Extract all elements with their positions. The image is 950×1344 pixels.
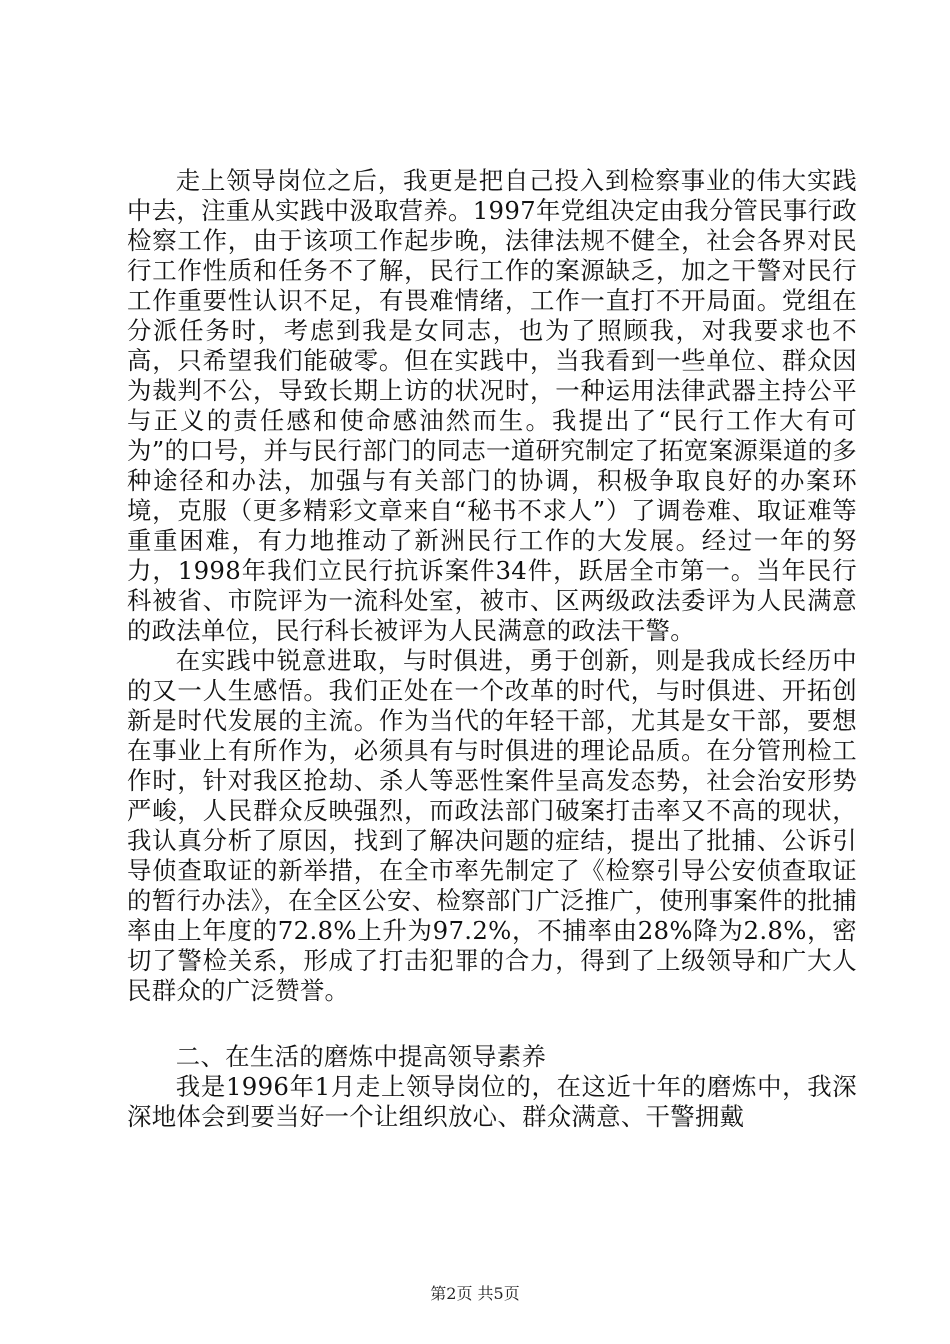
page-footer: 第2页 共5页 bbox=[430, 1284, 520, 1303]
paragraph-leadership: 我是1996年1月走上领导岗位的，在这近十年的磨炼中，我深深地体会到要当好一个让组织放心、群众满意、干警拥戴 bbox=[127, 1072, 857, 1131]
document-body bbox=[127, 166, 857, 1132]
paragraph-practice: 走上领导岗位之后，我更是把自己投入到检察事业的伟大实践中去，注重从实践中汲取营养。1997年党组决定由我分管民事行政检察工作，由于该项工作起步晚，法律法规不健全，社会各界对民行工作性质和任务不了解，民行工作的案源缺乏，加之干警对民行工作重要性认识不足，有畏难情绪，工作一直打不开局面。党组在分派任务时，考虑到我是女同志，也为了照顾我，对我要求也不高，只希望我们能破零。但在实践中，当我看到一些单位、群众因为裁判不公，导致长期上访的状况时，一种运用法律武器主持公平与正义的责任感和使命感油然而生。我提出了“民行工作大有可为”的口号，并与民行部门的同志一道研究制定了拓宽案源渠道的多种途径和办法，加强与有关部门的协调，积极争取良好的办案环境，克服（更多精彩文章来自“秘书不求人”）了调卷难、取证难等重重困难，有力地推动了新洲民行工作的大发展。经过一年的努力，1998年我们立民行抗诉案件34件，跃居全市第一。当年民行科被省、市院评为一流科处室，被市、区两级政法委评为人民满意的政法单位，民行科长被评为人民满意的政法干警。 bbox=[127, 166, 857, 645]
paragraph-innovation: 在实践中锐意进取，与时俱进，勇于创新，则是我成长经历中的又一人生感悟。我们正处在一个改革的时代，与时俱进、开拓创新是时代发展的主流。作为当代的年轻干部，尤其是女干部，要想在事业上有所作为，必须具有与时俱进的理论品质。在分管刑检工作时，针对我区抢劫、杀人等恶性案件呈高发态势，社会治安形势严峻，人民群众反映强烈，而政法部门破案打击率又不高的现状，我认真分析了原因，找到了解决问题的症结，提出了批捕、公诉引导侦查取证的新举措，在全市率先制定了《检察引导公安侦查取证的暂行办法》，在全区公安、检察部门广泛推广，使刑事案件的批捕率由上年度的72.8%上升为97.2%，不捕率由28%降为2.8%，密切了警检关系，形成了打击犯罪的合力，得到了上级领导和广大人民群众的广泛赞誉。 bbox=[127, 646, 857, 1005]
section-heading: 二、在生活的磨炼中提高领导素养 bbox=[175, 1042, 547, 1071]
